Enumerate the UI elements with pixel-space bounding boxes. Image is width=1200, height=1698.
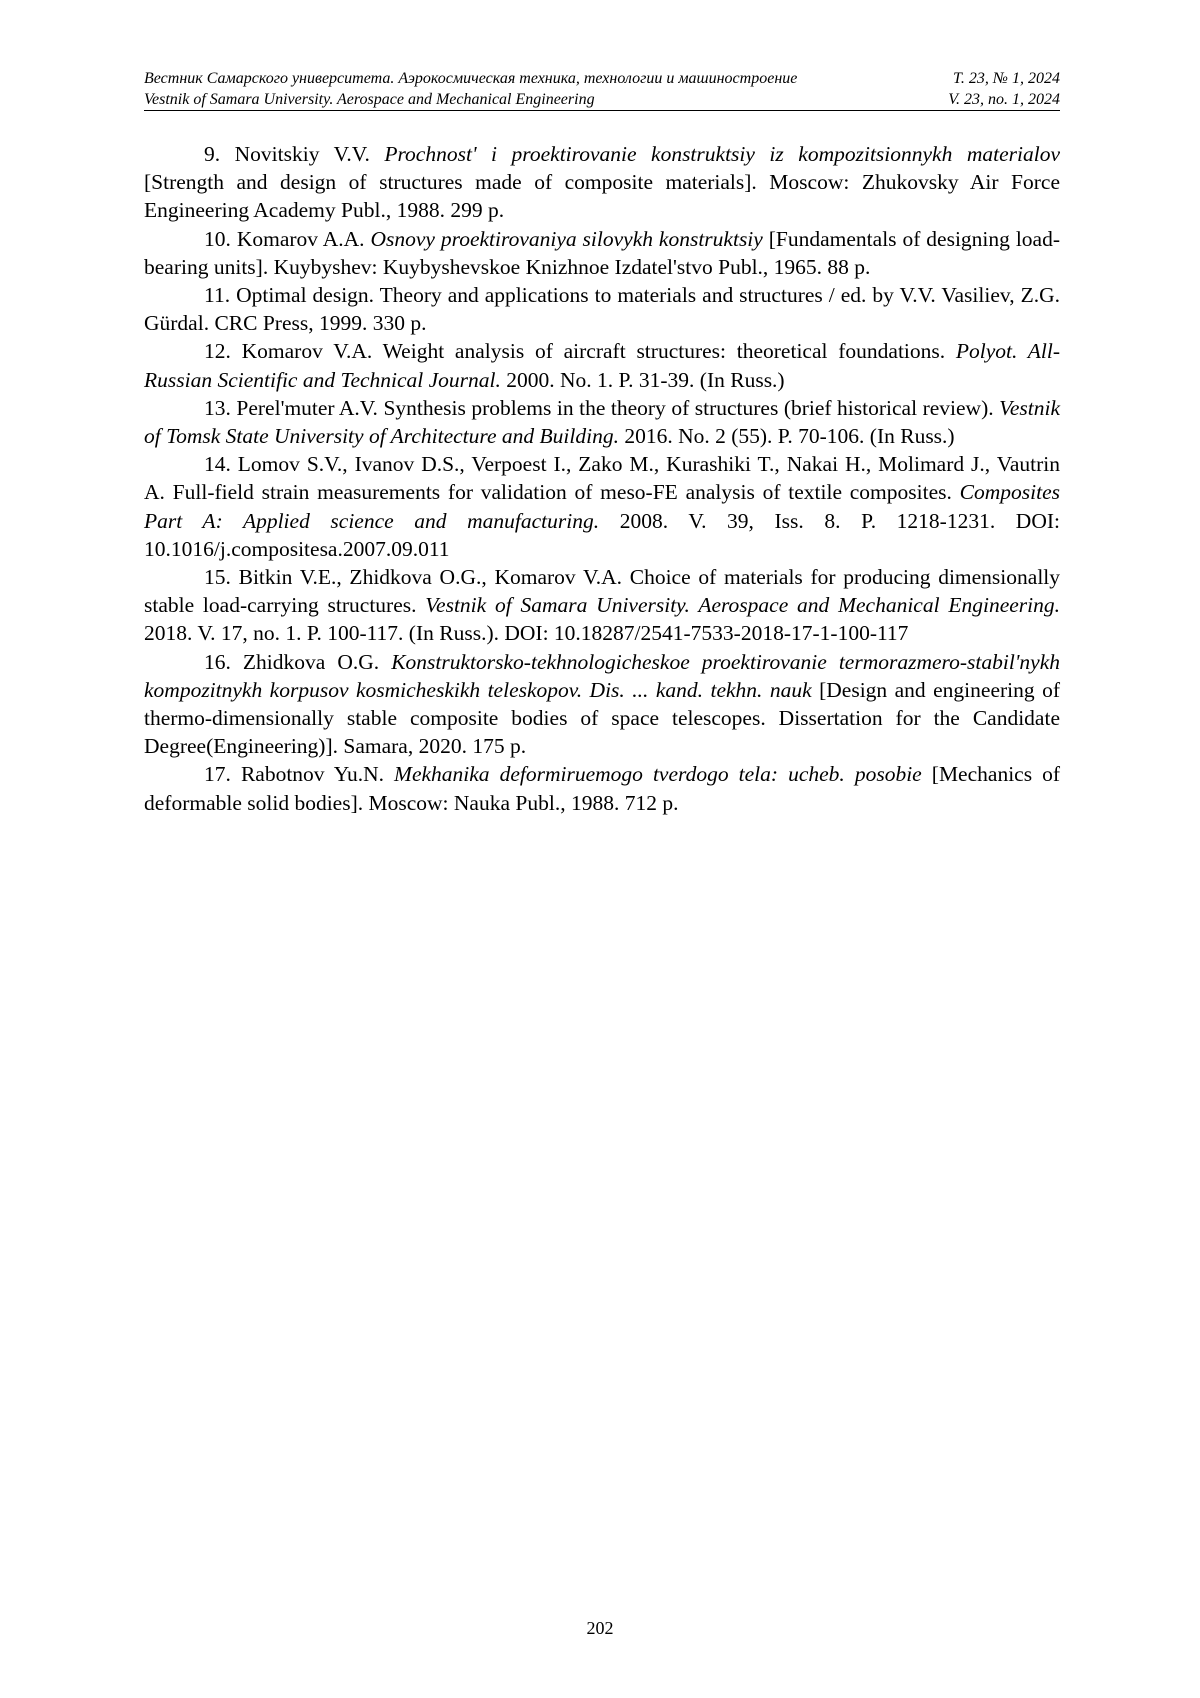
page-number: 202 — [586, 1618, 614, 1638]
running-header — [144, 68, 1060, 111]
ref-authors: Zhidkova O.G. — [242, 649, 380, 674]
ref-journal: Vestnik of Samara University. Aerospace and Mechanical Engineering. — [425, 593, 1061, 618]
ref-journal: Polyot. All-Russian Scientific and Technical Journal. — [144, 339, 1061, 392]
ref-number: 12. — [204, 339, 231, 364]
ref-details: [Mechanics of deformable solid bodies]. Moscow: Nauka Publ., 1988. 712 p. — [144, 762, 1061, 815]
ref-authors: Lomov S.V., Ivanov D.S., Verpoest I., Zako M., Kurashiki T., Nakai H., Molimard J., Vautrin A. Full-field strain measurements for validation of meso-FE analysis of textile composites. — [144, 452, 1060, 505]
ref-details: 2016. No. 2 (55). P. 70-106. (In Russ.) — [618, 424, 955, 449]
ref-title: Mekhanika deformiruemogo tverdogo tela: ucheb. posobie — [394, 762, 922, 787]
reference-item — [144, 450, 1060, 563]
reference-item — [144, 648, 1060, 761]
ref-title: Konstruktorsko-tekhnologicheskoe proektirovanie termorazmero-stabil'nykh kompozitnykh korpusov kosmicheskikh teleskopov. Dis. ... kand. tekhn. nauk — [144, 649, 1060, 702]
volume-en: V. 23, no. 1, 2024 — [948, 91, 1060, 108]
ref-number: 16. — [204, 649, 231, 674]
ref-details: [Design and engineering of thermo-dimensionally stable composite bodies of space telescopes. Dissertation for the Candidate Degree(Engineering)]. Samara, 2020. 175 p. — [144, 677, 1060, 759]
ref-number: 17. — [204, 762, 231, 787]
ref-details: 2000. No. 1. P. 31-39. (In Russ.) — [500, 367, 785, 392]
ref-details: [Fundamentals of designing load-bearing units]. Kuybyshev: Kuybyshevskoe Knizhnoe Izdatel'stvo Publ., 1965. 88 p. — [144, 226, 1061, 279]
reference-item — [144, 394, 1060, 450]
reference-item — [144, 337, 1060, 393]
ref-details: 2018. V. 17, no. 1. P. 100-117. (In Russ.). DOI: 10.18287/2541-7533-2018-17-1-100-117 — [144, 621, 909, 646]
volume-ru: Т. 23, № 1, 2024 — [953, 70, 1060, 87]
ref-number: 13. — [204, 395, 231, 420]
ref-journal: Vestnik of Tomsk State University of Architecture and Building. — [144, 395, 1061, 449]
reference-list — [144, 140, 1060, 817]
reference-item — [144, 563, 1060, 648]
header-row-ru — [144, 68, 1060, 89]
ref-title: Prochnost' i proektirovanie konstruktsiy iz kompozitsionnykh materialov — [384, 142, 1061, 166]
ref-number: 15. — [204, 565, 231, 590]
journal-title-en: Vestnik of Samara University. Aerospace and Mechanical Engineering — [144, 91, 595, 108]
reference-item — [144, 281, 1060, 337]
ref-authors: Bitkin V.E., Zhidkova O.G., Komarov V.A. Choice of materials for producing dimensionally stable load-carrying structures. — [144, 565, 1061, 618]
journal-title-ru: Вестник Самарского университета. Аэрокосмическая техника, технологии и машиностроение — [144, 70, 798, 87]
ref-title: Osnovy proektirovaniya silovykh konstruktsiy — [370, 226, 763, 251]
ref-authors: Komarov A.A. — [236, 226, 365, 251]
ref-number: 11. — [204, 283, 231, 308]
ref-number: 10. — [204, 226, 231, 251]
ref-authors: Optimal design. Theory and applications to materials and structures / ed. by V.V. Vasiliev, Z.G. Gürdal. CRC Press, 1999. 330 p. — [144, 283, 1061, 336]
header-row-en — [144, 89, 1060, 111]
ref-details: 2008. V. 39, Iss. 8. P. 1218-1231. DOI: 10.1016/j.compositesa.2007.09.011 — [144, 508, 1060, 561]
reference-item — [144, 225, 1060, 281]
ref-authors: Novitskiy V.V. — [234, 142, 370, 166]
ref-number: 14. — [204, 452, 231, 477]
ref-authors: Perel'muter A.V. Synthesis problems in the theory of structures (brief historical review). — [236, 395, 994, 420]
reference-item — [144, 140, 1060, 225]
ref-number: 9. — [204, 142, 221, 166]
ref-journal: Composites Part A: Applied science and manufacturing. — [144, 480, 1060, 533]
ref-authors: Rabotnov Yu.N. — [240, 762, 384, 787]
ref-authors: Komarov V.A. Weight analysis of aircraft structures: theoretical foundations. — [241, 339, 946, 364]
reference-item — [144, 760, 1060, 816]
ref-details: [Strength and design of structures made of composite materials]. Moscow: Zhukovsky Air Force Engineering Academy Publ., 1988. 299 p. — [144, 170, 1060, 223]
